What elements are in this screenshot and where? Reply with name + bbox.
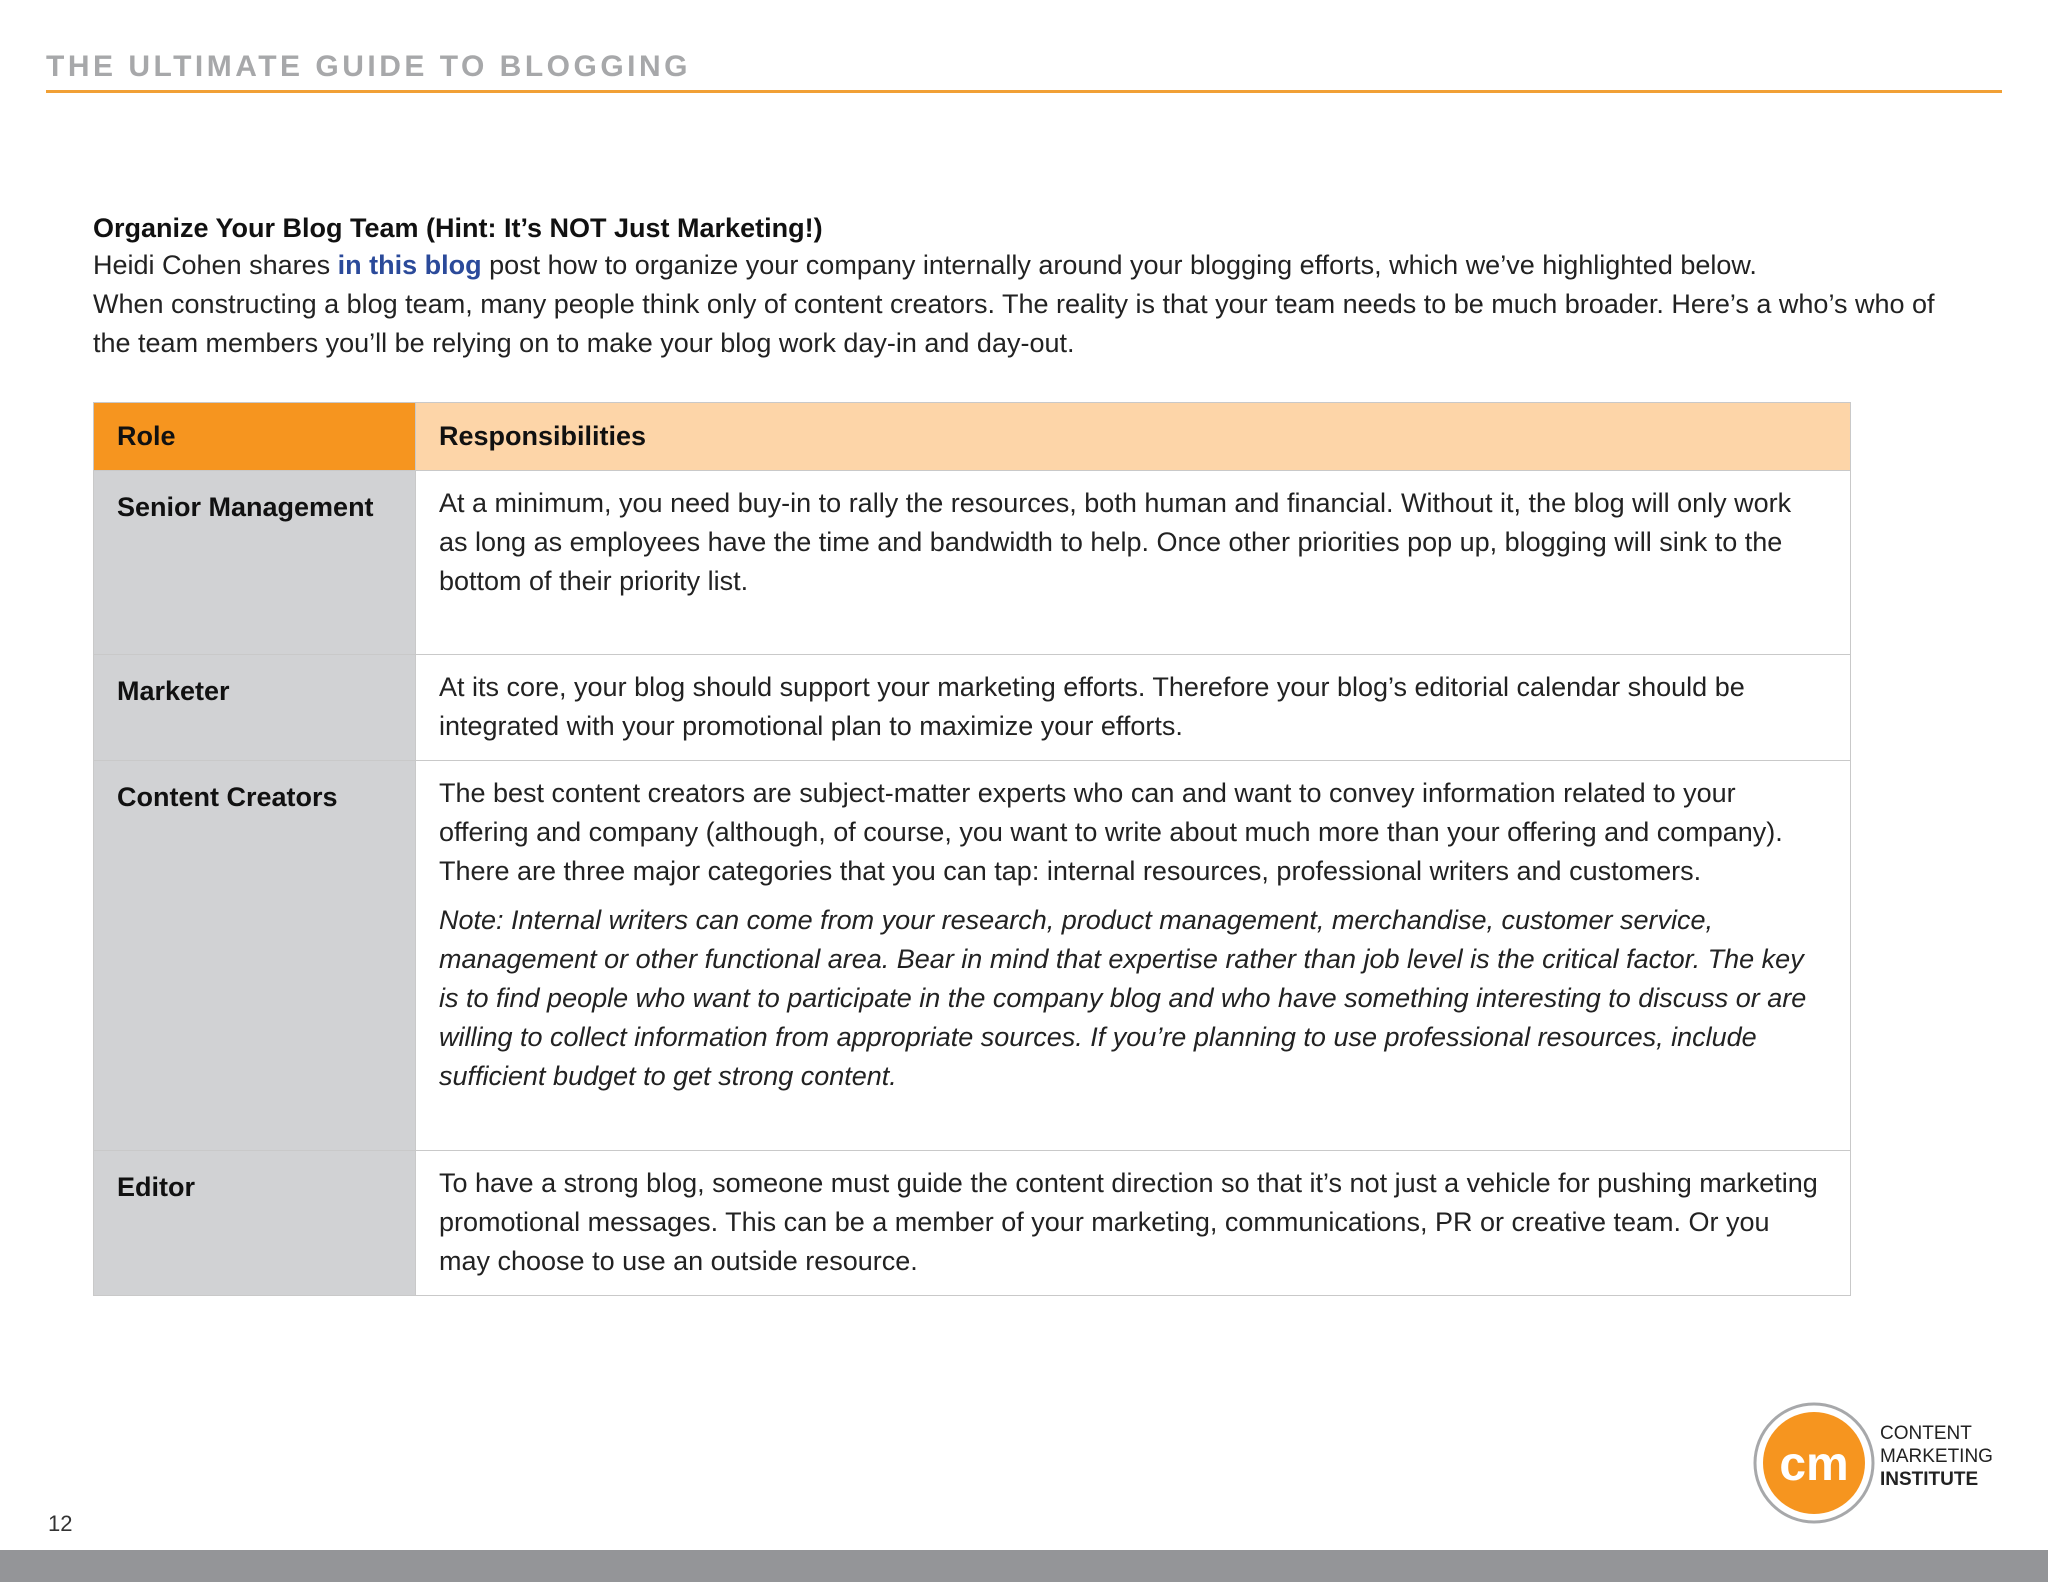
- table-header-row: [94, 403, 1851, 471]
- intro-text-after-link: post how to organize your company internally around your blogging efforts, which we’ve highlighted below.: [481, 250, 1757, 280]
- intro-paragraph-2: When constructing a blog team, many people think only of content creators. The reality is that your team needs to be much broader. Here’s a who’s who of the team members you’ll be relying on to make your blog work day-in and day-out.: [93, 289, 1935, 358]
- role-cell: Senior Management: [94, 471, 416, 655]
- responsibility-note: Note: Internal writers can come from your research, product management, merchandise, customer service, management or other functional area. Bear in mind that expertise rather than job level is the critical factor. The key is to find people who want to participate in the company blog and who have something interesting to discuss or are willing to collect information from appropriate sources. If you’re planning to use professional resources, include sufficient budget to get strong content.: [439, 905, 1807, 1091]
- responsibility-cell: [416, 761, 1851, 1151]
- responsibility-text: To have a strong blog, someone must guide the content direction so that it’s not just a vehicle for pushing marketing promotional messages. This can be a member of your marketing, communications, PR or creative team. Or you may choose to use an outside resource.: [439, 1168, 1818, 1276]
- logo-wordmark: [1880, 1422, 1993, 1491]
- logo-line-content: CONTENT: [1880, 1423, 1972, 1444]
- roles-table: [93, 402, 1851, 1296]
- role-cell: Content Creators: [94, 761, 416, 1151]
- logo-line-marketing: MARKETING: [1880, 1446, 1993, 1467]
- section-title: Organize Your Blog Team (Hint: It’s NOT Just Marketing!): [93, 213, 823, 243]
- intro-paragraph-1: [93, 246, 1953, 285]
- intro-text-before-link: Heidi Cohen shares: [93, 250, 338, 280]
- header-responsibilities: Responsibilities: [416, 403, 1851, 471]
- responsibility-text: At a minimum, you need buy-in to rally the resources, both human and financial. Without it, the blog will only work as long as employees have the time and bandwidth to help. Once other priorities pop up, blogging will sink to the bottom of their priority list.: [439, 488, 1792, 596]
- table-row: [94, 1151, 1851, 1296]
- logo-mark: cm: [1779, 1438, 1849, 1491]
- responsibility-text: At its core, your blog should support your marketing efforts. Therefore your blog’s editorial calendar should be integrated with your promotional plan to maximize your efforts.: [439, 672, 1745, 741]
- logo-line-institute: INSTITUTE: [1880, 1469, 1979, 1490]
- cmi-logo-icon: [1753, 1402, 1875, 1524]
- running-header: THE ULTIMATE GUIDE TO BLOGGING: [46, 50, 691, 83]
- table-row: [94, 655, 1851, 761]
- table-row: [94, 471, 1851, 655]
- page-number: 12: [48, 1511, 73, 1536]
- responsibility-cell: [416, 1151, 1851, 1296]
- responsibility-cell: [416, 655, 1851, 761]
- footer-bar: [0, 1550, 2048, 1582]
- responsibility-cell: [416, 471, 1851, 655]
- intro-section: [93, 210, 1953, 363]
- responsibility-text: The best content creators are subject-matter experts who can and want to convey information related to your offering and company (although, of course, you want to write about much more than your offering and company). There are three major categories that you can tap: internal resources, professional writers and customers.: [439, 778, 1783, 886]
- header-rule: [46, 90, 2002, 93]
- blog-link[interactable]: in this blog: [337, 250, 482, 280]
- table-row: [94, 761, 1851, 1151]
- role-cell: Marketer: [94, 655, 416, 761]
- role-cell: Editor: [94, 1151, 416, 1296]
- header-role: Role: [94, 403, 416, 471]
